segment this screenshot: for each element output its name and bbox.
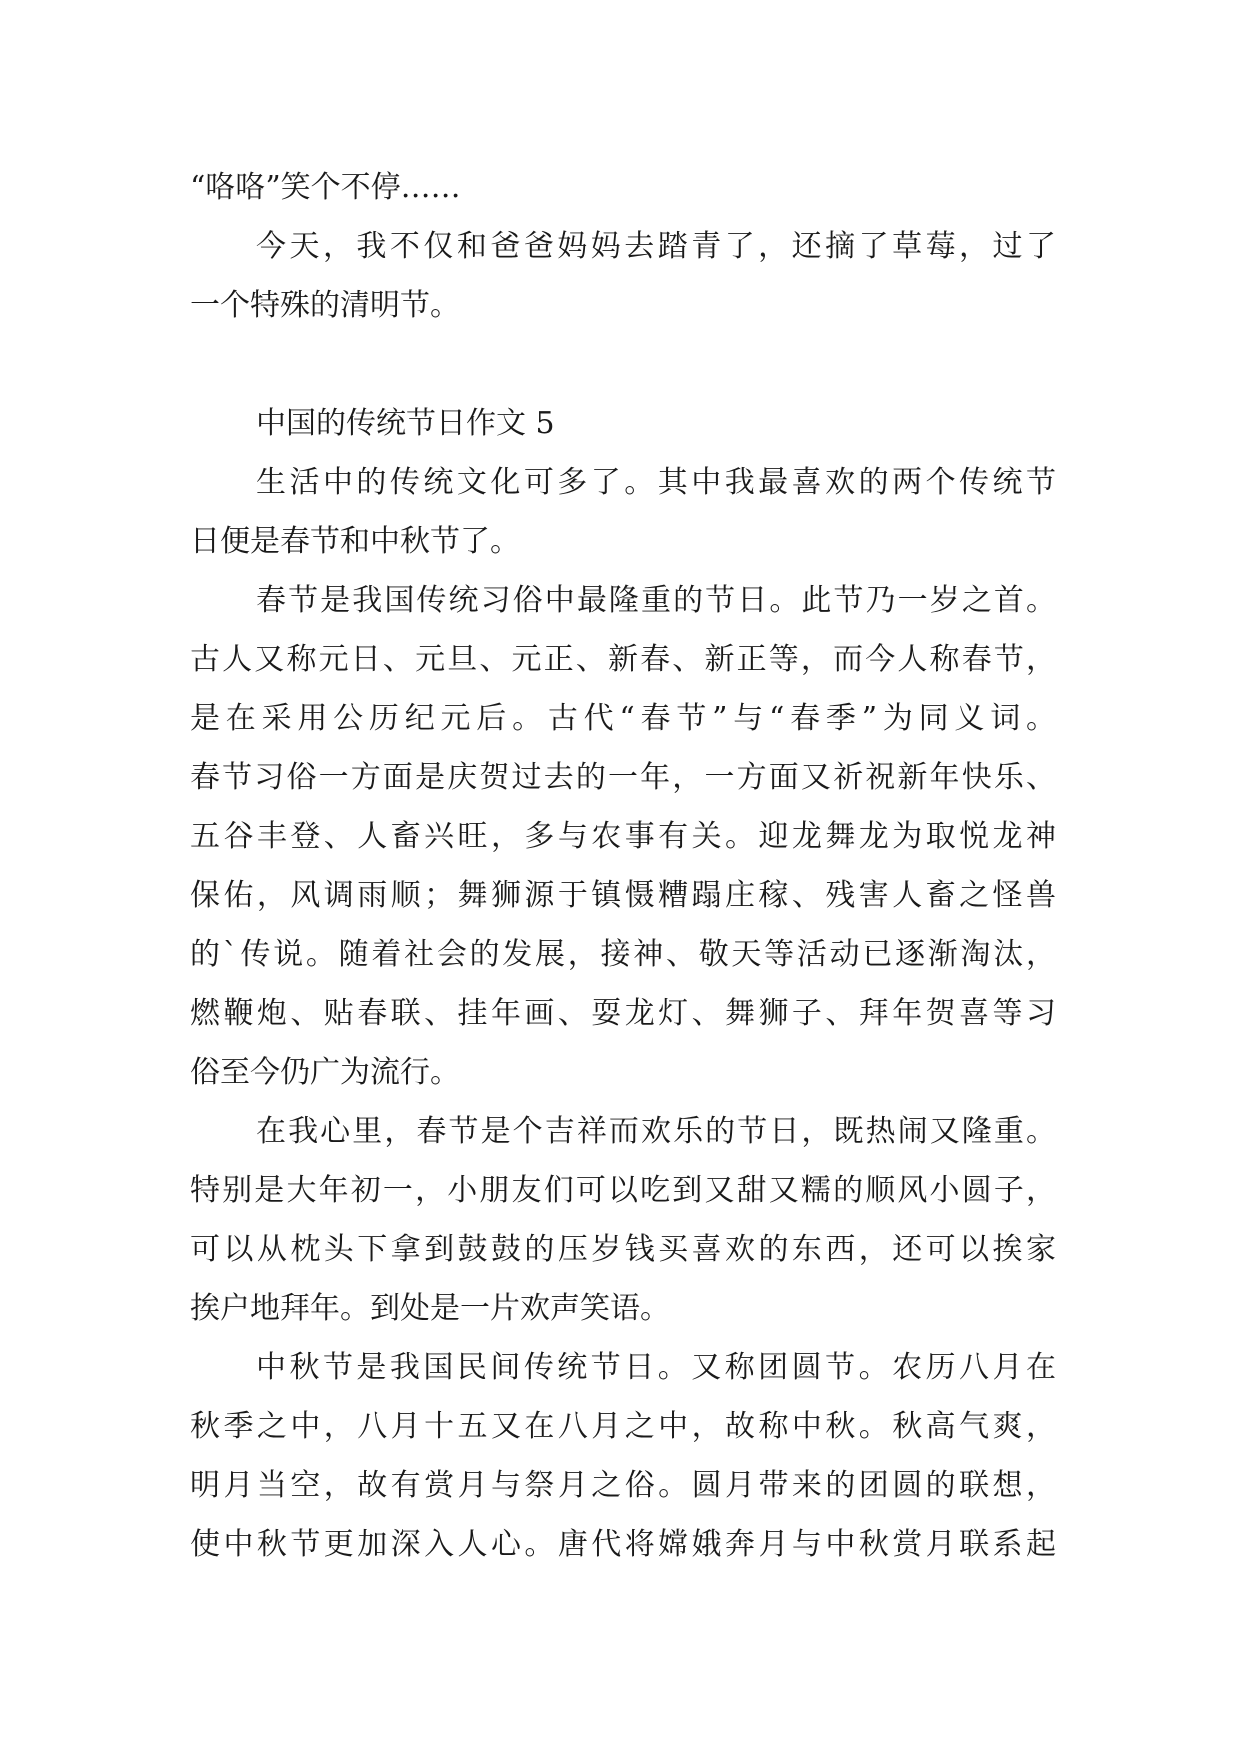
text-line: 特别是大年初一，小朋友们可以吃到又甜又糯的顺风小圆子， [190,1173,1056,1208]
text-line: 可以从枕头下拿到鼓鼓的压岁钱买喜欢的东西，还可以挨家 [190,1232,1056,1267]
text-line: 是在采用公历纪元后。古代“春节”与“春季”为同义词。 [190,701,1056,736]
text-line: 古人又称元日、元旦、元正、新春、新正等，而今人称春节， [190,642,1056,677]
text-line: “咯咯”笑个不停…… [190,170,461,205]
text-line: 春节习俗一方面是庆贺过去的一年，一方面又祈祝新年快乐、 [190,760,1056,795]
text-line: 生活中的传统文化可多了。其中我最喜欢的两个传统节 [256,465,1056,500]
text-line: 使中秋节更加深入人心。唐代将嫦娥奔月与中秋赏月联系起 [190,1527,1056,1562]
text-line: 春节是我国传统习俗中最隆重的节日。此节乃一岁之首。 [256,583,1056,618]
text-line: 中秋节是我国民间传统节日。又称团圆节。农历八月在 [256,1350,1056,1385]
text-line: 在我心里，春节是个吉祥而欢乐的节日，既热闹又隆重。 [256,1114,1056,1149]
text-line: 一个特殊的清明节。 [190,288,460,323]
text-line: 挨户地拜年。到处是一片欢声笑语。 [190,1291,670,1326]
text-line: 保佑，风调雨顺；舞狮源于镇慑糟蹋庄稼、残害人畜之怪兽 [190,878,1056,913]
text-line: 的`传说。随着社会的发展，接神、敬天等活动已逐渐淘汰， [190,937,1056,972]
text-line: 秋季之中，八月十五又在八月之中，故称中秋。秋高气爽， [190,1409,1056,1444]
text-line: 俗至今仍广为流行。 [190,1055,460,1090]
article-body [190,158,1056,1574]
text-line: 今天，我不仅和爸爸妈妈去踏青了，还摘了草莓，过了 [256,229,1056,264]
text-line: 日便是春节和中秋节了。 [190,524,520,559]
text-line: 明月当空，故有赏月与祭月之俗。圆月带来的团圆的联想， [190,1468,1056,1503]
text-line: 五谷丰登、人畜兴旺，多与农事有关。迎龙舞龙为取悦龙神 [190,819,1056,854]
text-line: 燃鞭炮、贴春联、挂年画、耍龙灯、舞狮子、拜年贺喜等习 [190,996,1056,1031]
paragraph-gap [190,335,1056,394]
section-heading: 中国的传统节日作文 5 [256,406,555,441]
